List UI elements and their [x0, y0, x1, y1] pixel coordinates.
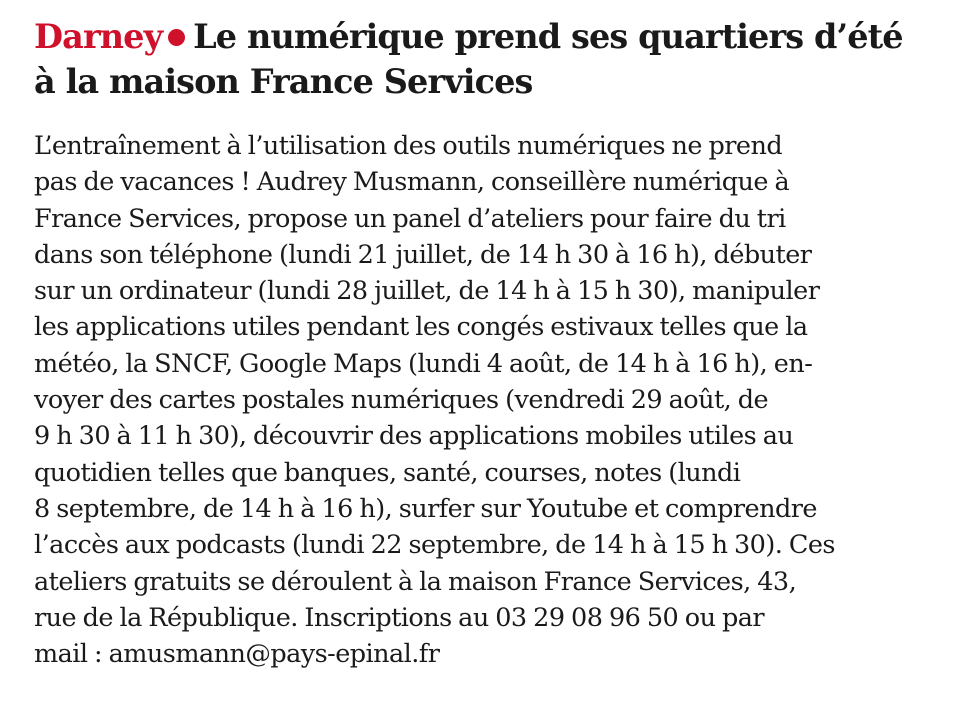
body-line: l’accès aux podcasts (lundi 22 septembre, de 14 h à 15 h 30). Ces — [34, 530, 835, 561]
kicker-location: Darney — [34, 17, 163, 56]
body-line: France Services, propose un panel d’ateliers pour faire du tri — [34, 203, 786, 234]
body-line: dans son téléphone (lundi 21 juillet, de 14 h 30 à 16 h), débuter — [34, 239, 812, 270]
body-line: ateliers gratuits se déroulent à la maison France Services, 43, — [34, 566, 797, 597]
body-line: rue de la République. Inscriptions au 03 29 08 96 50 ou par — [34, 602, 765, 633]
headline — [34, 14, 927, 104]
body-line: 8 septembre, de 14 h à 16 h), surfer sur Youtube et comprendre — [34, 493, 817, 524]
article-body — [34, 128, 927, 672]
body-line: les applications utiles pendant les congés estivaux telles que la — [34, 312, 808, 343]
body-line: sur un ordinateur (lundi 28 juillet, de 14 h à 15 h 30), manipuler — [34, 276, 820, 307]
body-line: quotidien telles que banques, santé, courses, notes (lundi — [34, 457, 741, 488]
body-line: L’entraînement à l’utilisation des outils numériques ne prend — [34, 131, 783, 161]
body-line: voyer des cartes postales numériques (vendredi 29 août, de — [34, 385, 769, 416]
headline-line-2: à la maison France Services — [34, 62, 533, 101]
headline-line-1: Le numérique prend ses quartiers d’été — [193, 17, 903, 56]
body-line: 9 h 30 à 11 h 30), découvrir des applications mobiles utiles au — [34, 421, 794, 452]
body-line: pas de vacances ! Audrey Musmann, conseillère numérique à — [34, 167, 790, 198]
bullet-dot-icon — [168, 29, 185, 46]
body-line: météo, la SNCF, Google Maps (lundi 4 août, de 14 h à 16 h), en- — [34, 348, 813, 379]
body-line-email: mail : amusmann@pays-epinal.fr — [34, 639, 440, 670]
